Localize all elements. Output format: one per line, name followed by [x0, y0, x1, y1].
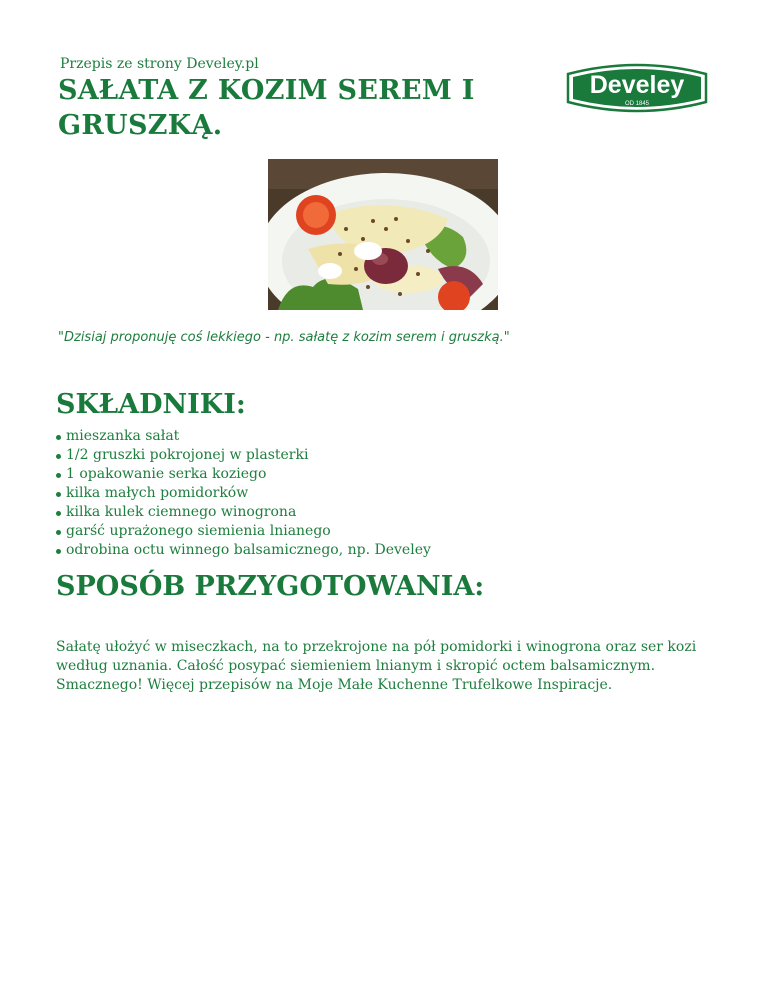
bullet-icon: [56, 549, 61, 554]
quote-open-mark: ": [58, 330, 64, 345]
list-item: [56, 541, 431, 560]
bullet-icon: [56, 511, 61, 516]
list-item: [56, 446, 431, 465]
ingredient-text: kilka kulek ciemnego winogrona: [66, 504, 297, 520]
salad-photo: [268, 159, 498, 310]
logo-tagline-text: OD 1845: [624, 101, 650, 107]
bullet-icon: [56, 435, 61, 440]
ingredient-text: odrobina octu winnego balsamicznego, np. Develey: [66, 542, 431, 558]
ingredients-heading: SKŁADNIKI:: [56, 389, 246, 420]
list-item: [56, 427, 431, 446]
ingredient-text: mieszanka sałat: [66, 428, 180, 444]
ingredient-text: 1/2 gruszki pokrojonej w plasterki: [66, 447, 309, 463]
source-line: Przepis ze strony Develey.pl: [60, 56, 259, 72]
develey-logo: [564, 58, 710, 118]
list-item: [56, 484, 431, 503]
method-heading: SPOSÓB PRZYGOTOWANIA:: [56, 571, 485, 602]
intro-quote: [58, 330, 510, 345]
quote-text: Dzisiaj proponuję coś lekkiego - np. sałatę z kozim serem i gruszką.: [63, 330, 504, 345]
bullet-icon: [56, 473, 61, 478]
list-item: [56, 522, 431, 541]
page-title: SAŁATA Z KOZIM SEREM I GRUSZKĄ.: [58, 75, 475, 141]
ingredient-text: 1 opakowanie serka koziego: [66, 466, 267, 482]
ingredient-text: garść uprażonego siemienia lnianego: [66, 523, 331, 539]
bullet-icon: [56, 530, 61, 535]
bullet-icon: [56, 492, 61, 497]
logo-brand-text: Develey: [589, 71, 685, 99]
list-item: [56, 503, 431, 522]
method-text: Sałatę ułożyć w miseczkach, na to przekrojone na pół pomidorki i winogrona oraz ser kozi według uznania. Całość posypać siemieniem lnianym i skropić octem balsamicznym. Smacznego! Więcej przepisów na Moje Małe Kuchenne Trufelkowe Inspiracje.: [56, 639, 697, 693]
list-item: [56, 465, 431, 484]
bullet-icon: [56, 454, 61, 459]
ingredients-list: [56, 427, 431, 560]
quote-close-mark: ": [503, 330, 510, 345]
ingredient-text: kilka małych pomidorków: [66, 485, 249, 501]
